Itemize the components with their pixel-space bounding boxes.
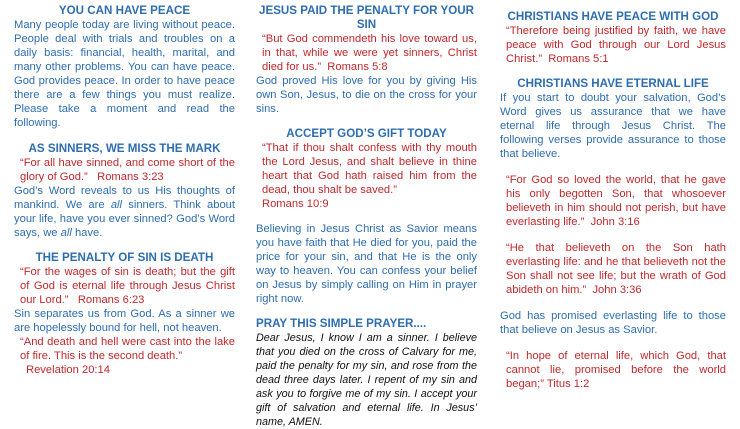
verse-text: “For God so loved the world, that he gave his only begotten Son, that whosoever believeth in him should not perish, but have everlasting life.” xyxy=(506,174,726,228)
text-segment: sinners. Think about your life, have you ever sinned? God’s Word says, we xyxy=(14,199,235,239)
paragraph-gods-word-reveals xyxy=(14,184,235,240)
paragraph-god-proved-love: God proved His love for you by giving His own Son, Jesus, to die on the cross for your sins. xyxy=(256,75,477,115)
heading-sinners-miss-mark: AS SINNERS, WE MISS THE MARK xyxy=(28,142,221,155)
prayer-text: Dear Jesus, I know I am a sinner. I believe that you died on the cross of Calvary for me, paid the penalty for my sin, and rose from the dead three days later. I repent of my sin and ask you to forgive me of my sin. I accept your gift of salvation and eternal life. In Jesus’ name, AMEN. xyxy=(256,332,477,428)
emphasis-all: all xyxy=(110,199,123,211)
verse-reference: John 3:36 xyxy=(592,284,642,296)
verse-text: “And death and hell were cast into the lake of fire. This is the second death.” xyxy=(20,336,235,362)
verse-reference: John 3:16 xyxy=(590,216,640,228)
paragraph-doubt-salvation: If you start to doubt your salvation, God’s Word gives us assurance that we have eternal life through Jesus Christ. The following verses provide assurance to those that believe. xyxy=(500,92,726,160)
column-2 xyxy=(256,4,477,429)
verse-reference: Romans 6:23 xyxy=(77,294,145,306)
verse-text: “But God commendeth his love toward us, in that, while we were yet sinners, Christ died for us.” xyxy=(262,33,477,73)
verse-titus-1-2 xyxy=(500,349,726,391)
verse-reference: Titus 1:2 xyxy=(546,378,590,390)
verse-reference: Romans 10:9 xyxy=(262,198,329,210)
verse-reference: Revelation 20:14 xyxy=(26,364,110,376)
verse-text: “Therefore being justified by faith, we have peace with God through our Lord Jesus Christ.” xyxy=(506,25,726,65)
verse-text: “He that believeth on the Son hath everlasting life: and he that believeth not the Son shall not see life; but the wrath of God abideth on him.” xyxy=(506,242,726,296)
verse-text: “In hope of eternal life, which God, that cannot lie, promised before the world began;” xyxy=(506,350,726,390)
paragraph-believing-in-jesus: Believing in Jesus Christ as Savior means you have faith that He died for you, paid the price for your sin, and that He is the only way to heaven. You can confess your belief on Jesus by simply calling on Him in prayer right now. xyxy=(256,223,477,305)
verse-john-3-16 xyxy=(500,173,726,229)
verse-romans-10-9 xyxy=(256,141,477,211)
verse-reference: Romans 5:1 xyxy=(548,53,609,65)
verse-text: “For all have sinned, and come short of the glory of God.” xyxy=(20,157,235,183)
verse-romans-5-1 xyxy=(500,24,726,66)
heading-peace-with-god: CHRISTIANS HAVE PEACE WITH GOD xyxy=(507,10,719,23)
verse-romans-6-23 xyxy=(14,265,235,307)
verse-romans-3-23 xyxy=(14,156,235,184)
verse-reference: Romans 5:8 xyxy=(327,61,388,73)
column-3 xyxy=(500,4,726,391)
verse-revelation-20-14 xyxy=(14,335,235,377)
verse-john-3-36 xyxy=(500,241,726,297)
paragraph-peace-intro: Many people today are living without peace. People deal with trials and troubles on a daily basis: financial, health, marital, and many other problems. You can have peace. God provides peace. In order to have peace there are a few things you must realize. Please take a moment and read the following. xyxy=(14,19,235,129)
text-segment: God’s Word reveals to us His thoughts of mankind. We are xyxy=(14,185,235,211)
heading-jesus-paid-penalty: JESUS PAID THE PENALTY FOR YOUR SIN xyxy=(259,4,474,31)
verse-text: “For the wages of sin is death; but the gift of God is eternal life through Jesus Christ our Lord.” xyxy=(20,266,235,306)
verse-romans-5-8 xyxy=(256,32,477,74)
heading-eternal-life: CHRISTIANS HAVE ETERNAL LIFE xyxy=(517,77,709,90)
heading-penalty-of-sin: THE PENALTY OF SIN IS DEATH xyxy=(35,251,214,264)
paragraph-god-has-promised: God has promised everlasting life to those that believe on Jesus as Savior. xyxy=(500,310,726,336)
heading-accept-gods-gift: ACCEPT GOD’S GIFT TODAY xyxy=(286,127,447,140)
emphasis-all: all xyxy=(60,227,72,239)
text-segment: have. xyxy=(71,227,103,239)
heading-you-can-have-peace: YOU CAN HAVE PEACE xyxy=(58,4,191,17)
verse-reference: Romans 3:23 xyxy=(97,171,164,183)
paragraph-sin-separates: Sin separates us from God. As a sinner we are hopelessly bound for hell, not heaven. xyxy=(14,308,235,334)
column-1 xyxy=(14,4,235,377)
heading-pray-this-prayer: PRAY THIS SIMPLE PRAYER.... xyxy=(256,317,427,330)
verse-text: “That if thou shalt confess with thy mouth the Lord Jesus, and shalt believe in thine heart that God hath raised him from the dead, thou shalt be saved.” xyxy=(262,142,477,196)
